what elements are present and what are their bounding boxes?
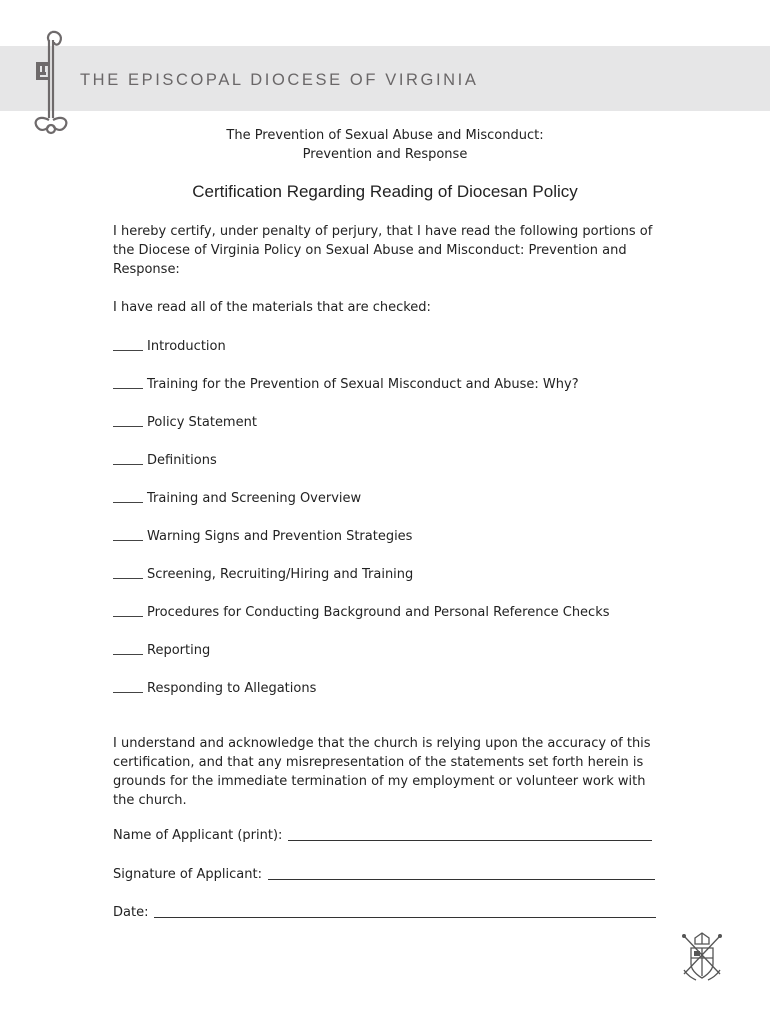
check-blank[interactable] xyxy=(113,413,143,427)
page-title: Certification Regarding Reading of Diocesan Policy xyxy=(192,182,578,201)
name-input-line[interactable] xyxy=(288,839,652,841)
signature-field[interactable] xyxy=(113,867,655,882)
date-label: Date: xyxy=(113,905,149,920)
date-input-line[interactable] xyxy=(154,916,656,918)
checklist-item[interactable]: Training and Screening Overview xyxy=(113,489,361,506)
check-blank[interactable] xyxy=(113,451,143,465)
diocese-seal-icon xyxy=(680,930,724,986)
checklist-item[interactable]: Procedures for Conducting Background and Personal Reference Checks xyxy=(113,603,610,620)
checklist-item[interactable]: Definitions xyxy=(113,451,217,468)
checklist-item[interactable]: Policy Statement xyxy=(113,413,257,430)
materials-lead: I have read all of the materials that are checked: xyxy=(113,300,431,315)
acknowledgment-statement: I understand and acknowledge that the church is relying upon the accuracy of this certification, and that any misrepresentation of the statements set forth herein is grounds for the immediate termination of my employment or volunteer work with the church. xyxy=(113,736,651,808)
document-subtitle-line-1: The Prevention of Sexual Abuse and Misconduct: xyxy=(226,128,544,143)
check-blank[interactable] xyxy=(113,679,143,693)
certification-statement: I hereby certify, under penalty of perjury, that I have read the following portions of the Diocese of Virginia Policy on Sexual Abuse and Misconduct: Prevention and Response: xyxy=(113,224,653,277)
check-blank[interactable] xyxy=(113,641,143,655)
checklist-item[interactable]: Screening, Recruiting/Hiring and Training xyxy=(113,565,413,582)
key-logo-icon xyxy=(28,28,72,136)
check-blank[interactable] xyxy=(113,375,143,389)
check-blank[interactable] xyxy=(113,337,143,351)
name-label: Name of Applicant (print): xyxy=(113,828,283,843)
check-blank[interactable] xyxy=(113,565,143,579)
organization-name: THE EPISCOPAL DIOCESE OF VIRGINIA xyxy=(80,71,479,89)
checklist-item[interactable]: Training for the Prevention of Sexual Misconduct and Abuse: Why? xyxy=(113,375,579,392)
check-blank[interactable] xyxy=(113,527,143,541)
check-blank[interactable] xyxy=(113,603,143,617)
signature-input-line[interactable] xyxy=(268,878,655,880)
checklist-item[interactable]: Introduction xyxy=(113,337,226,354)
document-subtitle-line-2: Prevention and Response xyxy=(302,147,468,162)
date-field[interactable] xyxy=(113,905,656,920)
checklist-item[interactable]: Responding to Allegations xyxy=(113,679,316,696)
signature-label: Signature of Applicant: xyxy=(113,867,262,882)
checklist-item[interactable]: Reporting xyxy=(113,641,210,658)
check-blank[interactable] xyxy=(113,489,143,503)
name-field[interactable] xyxy=(113,828,652,843)
checklist-item[interactable]: Warning Signs and Prevention Strategies xyxy=(113,527,412,544)
